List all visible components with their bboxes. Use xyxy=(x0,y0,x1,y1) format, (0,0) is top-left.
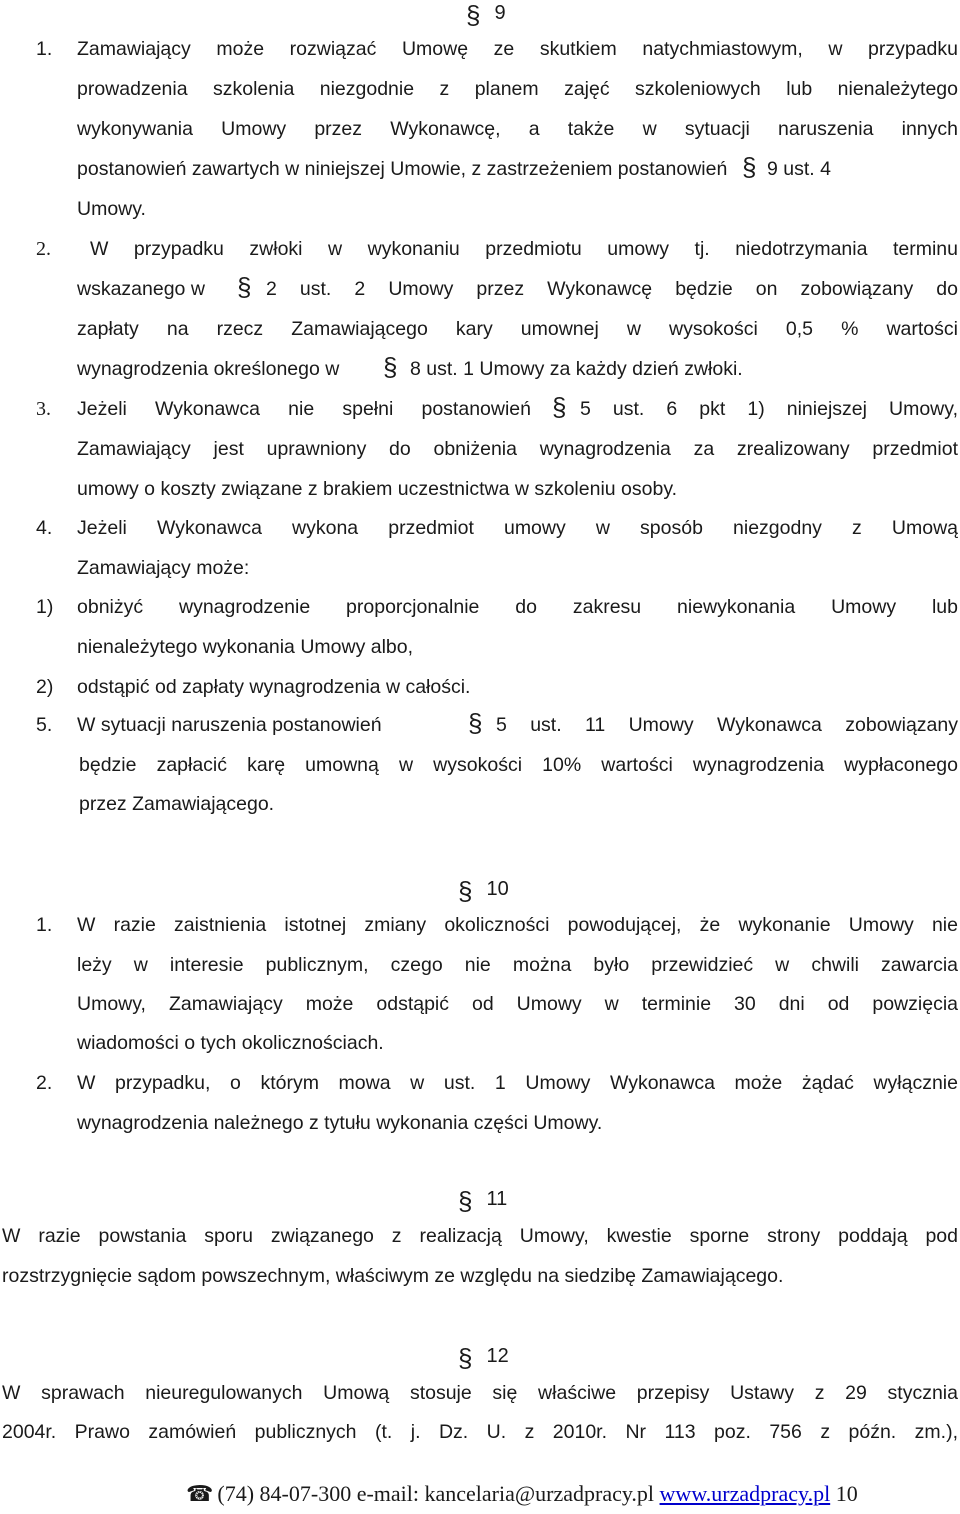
section-sign-icon: § xyxy=(458,876,473,906)
text-line: W razie zaistnienia istotnej zmiany okoliczności powodującej, że wykonanie Umowy nie xyxy=(77,914,958,936)
text-line: odstąpić od zapłaty wynagrodzenia w całości. xyxy=(77,676,471,698)
para-number: 2. xyxy=(36,238,51,260)
text-line: wskazanego w xyxy=(77,278,205,300)
text-line: Jeżeli Wykonawca wykona przedmiot umowy w sposób niezgodny z Umową xyxy=(77,517,958,539)
section-9-heading: § 9 xyxy=(466,0,506,30)
para-number: 1. xyxy=(36,914,53,936)
website-link[interactable]: www.urzadpracy.pl xyxy=(659,1481,831,1506)
text-line: prowadzenia szkolenia niezgodnie z planem zajęć szkoleniowych lub nienależytego xyxy=(77,78,958,100)
text-line: Zamawiający może: xyxy=(77,557,250,579)
text-line: rozstrzygnięcie sądom powszechnym, właściwym ze względu na siedzibę Zamawiającego. xyxy=(2,1265,784,1287)
text-line: Jeżeli Wykonawca nie spełni postanowień xyxy=(77,398,531,420)
text-line: nienależytego wykonania Umowy albo, xyxy=(77,636,414,658)
text-line: W razie powstania sporu związanego z realizacją Umowy, kwestie sporne strony poddają pod xyxy=(2,1225,958,1247)
para-number: 3. xyxy=(36,398,51,420)
text-line: W przypadku zwłoki w wykonaniu przedmiotu umowy tj. niedotrzymania terminu xyxy=(90,238,958,260)
text-line: umowy o koszty związane z brakiem uczestnictwa w szkoleniu osoby. xyxy=(77,478,678,500)
text-line: wynagrodzenia określonego w xyxy=(77,358,340,380)
section-sign-icon: § xyxy=(383,352,398,382)
section-11-heading: § 11 xyxy=(458,1186,508,1216)
para-number: 2. xyxy=(36,1072,53,1094)
para-number: 1. xyxy=(36,38,53,60)
text-line: W przypadku, o którym mowa w ust. 1 Umowy Wykonawca może żądać wyłącznie xyxy=(77,1072,958,1094)
text-line: W sytuacji naruszenia postanowień xyxy=(77,714,382,736)
list-item-number: 2) xyxy=(36,676,54,698)
section-sign-icon: § xyxy=(466,0,481,30)
text-line: 8 ust. 1 Umowy za każdy dzień zwłoki. xyxy=(410,358,743,380)
text-line: będzie zapłacić karę umowną w wysokości 10% wartości wynagrodzenia wypłaconego xyxy=(79,754,958,776)
telephone-icon: ☎ xyxy=(186,1482,214,1507)
text-line: Zamawiający może rozwiązać Umowę ze skutkiem natychmiastowym, w przypadku xyxy=(77,38,958,60)
text-line: wykonywania Umowy przez Wykonawcę, a także w sytuacji naruszenia innych xyxy=(77,118,958,140)
text-line: Umowy, Zamawiający może odstąpić od Umowy w terminie 30 dni od powzięcia xyxy=(77,993,958,1015)
section-10-heading: § 10 xyxy=(458,876,509,906)
para-number: 5. xyxy=(36,714,53,736)
text-line: przez Zamawiającego. xyxy=(79,793,275,815)
section-12-heading: § 12 xyxy=(458,1343,509,1373)
text-line: postanowień zawartych w niniejszej Umowie, z zastrzeżeniem postanowień xyxy=(77,158,728,180)
text-line: wynagrodzenia należnego z tytułu wykonania części Umowy. xyxy=(77,1112,603,1134)
section-sign-icon: § xyxy=(552,392,567,422)
section-sign-icon: § xyxy=(468,708,483,738)
page-footer xyxy=(186,1481,858,1507)
text-line: Umowy. xyxy=(77,198,146,220)
section-sign-icon: § xyxy=(458,1343,473,1373)
text-line: zapłaty na rzecz Zamawiającego kary umownej w wysokości 0,5 % wartości xyxy=(77,318,958,340)
section-sign-icon: § xyxy=(742,152,757,182)
text-line: 5 ust. 6 pkt 1) niniejszej Umowy, xyxy=(580,398,958,420)
text-line: W sprawach nieuregulowanych Umową stosuje się właściwe przepisy Ustawy z 29 stycznia xyxy=(2,1382,958,1404)
contact-info: (74) 84-07-300 e-mail: kancelaria@urzadpracy.pl xyxy=(217,1481,655,1506)
text-line: 2004r. Prawo zamówień publicznych (t. j. Dz. U. z 2010r. Nr 113 poz. 756 z późn. zm.), xyxy=(2,1421,958,1443)
section-sign-icon: § xyxy=(237,272,252,302)
para-number: 4. xyxy=(36,517,53,539)
text-line: obniżyć wynagrodzenie proporcjonalnie do zakresu niewykonania Umowy lub xyxy=(77,596,958,618)
text-line: wiadomości o tych okolicznościach. xyxy=(77,1032,384,1054)
list-item-number: 1) xyxy=(36,596,54,618)
page-number: 10 xyxy=(835,1481,858,1506)
text-line: 2 ust. 2 Umowy przez Wykonawcę będzie on zobowiązany do xyxy=(266,278,958,300)
text-line: 9 ust. 4 xyxy=(767,158,831,180)
text-line: leży w interesie publicznym, czego nie można było przewidzieć w chwili zawarcia xyxy=(77,954,958,976)
section-sign-icon: § xyxy=(458,1186,473,1216)
text-line: 5 ust. 11 Umowy Wykonawca zobowiązany xyxy=(496,714,958,736)
text-line: Zamawiający jest uprawniony do obniżenia wynagrodzenia za zrealizowany przedmiot xyxy=(77,438,958,460)
